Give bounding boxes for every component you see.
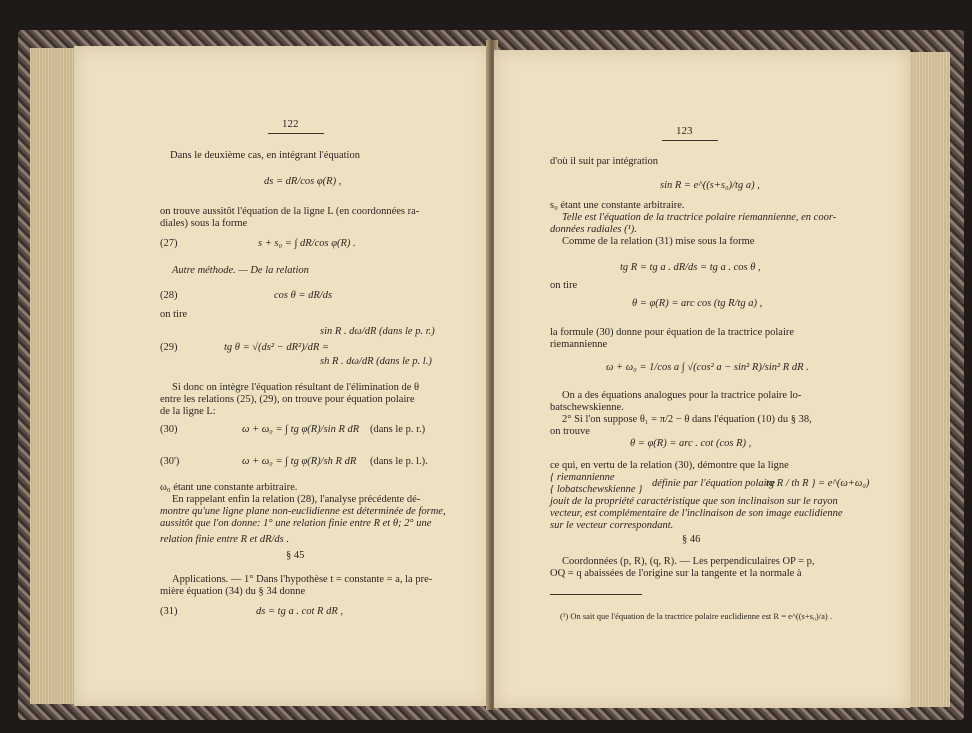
text-line: Comme de la relation (31) mise sous la forme	[562, 236, 755, 247]
equation: tg θ = √(ds² − dR²)/dR =	[224, 342, 329, 353]
text-line: Coordonnées (p, R), (q, R). — Les perpendiculaires OP = p,	[562, 556, 815, 567]
equation: tg R = tg a . dR/ds = tg a . cos θ ,	[620, 262, 761, 273]
text-line: on tire	[550, 280, 578, 291]
equation: ds = tg a . cot R dR ,	[256, 606, 343, 617]
left-page-edges	[30, 48, 80, 704]
text-line: on trouve aussitôt l'équation de la ligne L (en coordonnées ra-	[160, 206, 420, 217]
equation: ω + ω₀ = 1/cos a ∫ √(cos² a − sin² R)/sin² R dR .	[606, 362, 809, 373]
text-line: aussitôt que l'on donne: 1° une relation finie entre R et θ; 2° une	[160, 518, 432, 529]
text-line: d'où il suit par intégration	[550, 156, 659, 167]
brace-option: { lobatschewskienne }	[550, 484, 643, 495]
footnote: (¹) On sait que l'équation de la tractrice polaire euclidienne est R = e^((s+s₀)/a) .	[560, 611, 832, 621]
footnote-rule	[550, 594, 642, 595]
right-page-edges	[905, 52, 950, 707]
equation: sin R = e^((s+s₀)/tg a) ,	[660, 180, 760, 191]
header-rule	[662, 140, 718, 141]
left-page-number: 122	[282, 118, 299, 130]
text-line: OQ = q abaissées de l'origine sur la tangente et la normale à	[550, 568, 802, 579]
text-line: Telle est l'équation de la tractrice polaire riemannienne, en coor-	[562, 212, 837, 223]
equation: cos θ = dR/ds	[274, 290, 333, 301]
text-line: On a des équations analogues pour la tractrice polaire lo-	[562, 390, 802, 401]
equation: θ = φ(R) = arc . cot (cos R) ,	[630, 438, 752, 449]
text-line: mière équation (34) du § 34 donne	[160, 586, 306, 597]
section-number: § 46	[682, 534, 701, 545]
text-line: 2° Si l'on suppose θ₁ = π/2 − θ dans l'équation (10) du § 38,	[562, 414, 812, 425]
text-line: la formule (30) donne pour équation de la tractrice polaire	[550, 327, 795, 338]
text-line: ce qui, en vertu de la relation (30), démontre que la ligne	[550, 460, 789, 471]
section-number: § 45	[286, 550, 305, 561]
text-line: données radiales (¹).	[550, 224, 637, 235]
text-line: Applications. — 1° Dans l'hypothèse t = constante = a, la pre-	[172, 574, 433, 585]
text-line: montre qu'une ligne plane non-euclidienne est déterminée de forme,	[160, 506, 446, 517]
equation: θ = φ(R) = arc cos (tg R/tg a) ,	[632, 298, 763, 309]
equation-note: (dans le p. r.)	[370, 424, 426, 435]
text-line: s₀ étant une constante arbitraire.	[550, 200, 685, 211]
text-line: Si donc on intègre l'équation résultant de l'élimination de θ	[172, 382, 420, 393]
text-line: on trouve	[550, 426, 590, 437]
text-line: entre les relations (25), (29), on trouve pour équation polaire	[160, 394, 415, 405]
equation-note: (dans le p. l.).	[370, 456, 428, 467]
text-line: diales) sous la forme	[160, 218, 248, 229]
equation: sh R . dω/dR (dans le p. l.)	[320, 356, 432, 367]
equation: tg R / th R } = e^(ω+ω₀)	[766, 478, 870, 489]
text-line: jouit de la propriété caractéristique que son inclinaison sur le rayon	[550, 496, 838, 507]
equation-number: (29)	[160, 342, 178, 353]
text-line: vecteur, est complémentaire de l'inclinaison de son image euclidienne	[550, 508, 843, 519]
right-page-number: 123	[676, 125, 693, 137]
equation: sin R . dω/dR (dans le p. r.)	[320, 326, 435, 337]
text-line: batschewskienne.	[550, 402, 624, 413]
text-line: sur le vecteur correspondant.	[550, 520, 674, 531]
equation-number: (31)	[160, 606, 178, 617]
equation-number: (28)	[160, 290, 178, 301]
text-line: riemannienne	[550, 339, 608, 350]
equation: ds = dR/cos φ(R) ,	[264, 176, 342, 187]
equation: ω + ω₀ = ∫ tg φ(R)/sin R dR	[242, 424, 360, 435]
equation-number: (30')	[160, 456, 180, 467]
equation-number: (27)	[160, 238, 178, 249]
text-line: Dans le deuxième cas, en intégrant l'équation	[170, 150, 360, 161]
text-line: relation finie entre R et dR/ds .	[160, 534, 289, 545]
text-line: définie par l'équation polaire	[652, 478, 775, 489]
equation: ω + ω₀ = ∫ tg φ(R)/sh R dR	[242, 456, 357, 467]
text-line: de la ligne L:	[160, 406, 216, 417]
text-line: En rappelant enfin la relation (28), l'analyse précédente dé-	[172, 494, 421, 505]
brace-option: { riemannienne	[550, 472, 615, 483]
text-line: on tire	[160, 309, 188, 320]
equation-number: (30)	[160, 424, 178, 435]
equation: s + s₀ = ∫ dR/cos φ(R) .	[258, 238, 356, 249]
text-line: ω₀ étant une constante arbitraire.	[160, 482, 298, 493]
header-rule	[268, 133, 324, 134]
section-heading: Autre méthode. — De la relation	[172, 265, 309, 276]
